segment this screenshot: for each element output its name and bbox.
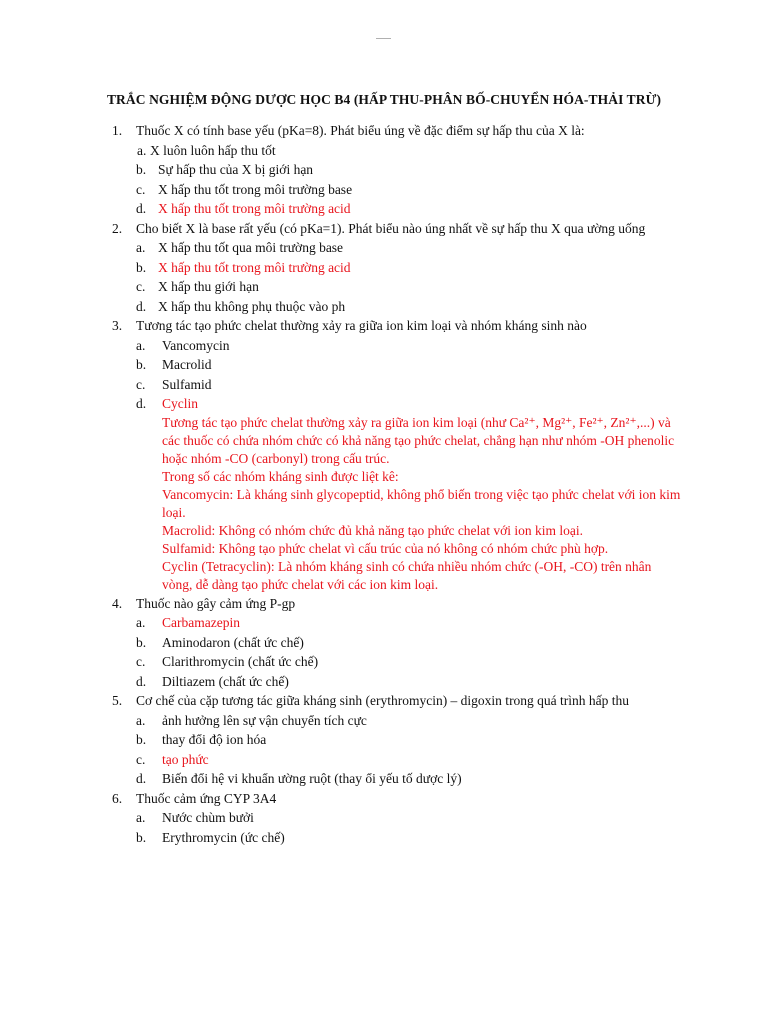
question-list [0,121,768,847]
explanation-paragraph: Tương tác tạo phức chelat thường xảy ra giữa ion kim loại (như Ca²⁺, Mg²⁺, Fe²⁺, Zn²⁺,...) và các thuốc có chứa nhóm chức có khả năng tạo phức chelat, chẳng hạn như nhóm -OH phenolic hoặc nhóm -CO (carbonyl) trong cấu trúc. [162,414,675,466]
option-letter: c. [136,376,146,392]
option-letter: b. [136,732,147,747]
option-letter: a. [136,712,146,728]
explanation-block [162,414,682,594]
option-text: Erythromycin (ức chế) [162,829,285,845]
option-letter: c. [136,181,146,197]
question-text: Tương tác tạo phức chelat thường xảy ra giữa ion kim loại và nhóm kháng sinh nào [136,318,587,333]
page-title: TRẮC NGHIỆM ĐỘNG DƯỢC HỌC B4 (HẤP THU-PHÂN BỐ-CHUYỂN HÓA-THẢI TRỪ) [106,92,662,107]
option-2d [0,297,768,317]
option-text: Macrolid [162,357,212,372]
option-letter: b. [136,162,147,177]
option-3d-answer [0,394,768,414]
option-text-answer: tạo phức [162,751,209,767]
option-text: Clarithromycin (chất ức chế) [162,654,319,669]
option-1c [0,180,768,200]
option-letter: a. [136,810,146,825]
option-text-answer: X hấp thu tốt trong môi trường acid [158,201,351,216]
header-divider [376,38,391,39]
question-text: Cho biết X là base rất yếu (có pKa=1). Phát biểu nào úng nhất về sự hấp thu X qua ường uống [136,220,646,236]
question-text: Thuốc cảm ứng CYP 3A4 [136,790,277,806]
explanation-paragraph: Vancomycin: Là kháng sinh glycopeptid, không phổ biến trong việc tạo phức chelat với ion kim loại. [162,486,681,520]
option-4c [0,652,768,672]
option-4b [0,633,768,653]
option-text: ảnh hưởng lên sự vận chuyển tích cực [162,712,367,728]
question-2 [0,219,768,239]
question-1 [0,121,768,141]
question-number: 6. [112,790,123,806]
question-text: Thuốc X có tính base yếu (pKa=8). Phát biểu úng về đặc điểm sự hấp thu của X là: [136,123,585,138]
option-text: X hấp thu tốt trong môi trường base [158,181,353,197]
option-text: X hấp thu tốt qua môi trường base [158,240,344,255]
option-text: Diltiazem (chất ức chế) [162,673,289,689]
question-text: Thuốc nào gây cảm ứng P-gp [136,595,296,611]
option-letter: d. [136,201,147,216]
question-number: 3. [112,318,123,333]
option-6a [0,808,768,828]
option-6b [0,828,768,848]
option-text: Sulfamid [162,376,212,392]
option-5b [0,730,768,750]
option-text: Sự hấp thu của X bị giới hạn [158,162,314,177]
option-2a [0,238,768,258]
option-4d [0,672,768,692]
option-text: X hấp thu không phụ thuộc vào ph [158,298,346,314]
option-letter: b. [136,357,147,372]
explanation-paragraph: Cyclin (Tetracyclin): Là nhóm kháng sinh có chứa nhiều nhóm chức (-OH, -CO) trên nhân vòng, dễ dàng tạo phức chelat với các ion kim loại. [162,558,652,592]
option-letter: d. [136,298,147,314]
option-letter: c. [136,654,146,669]
option-text-answer: Carbamazepin [162,615,240,630]
option-3c [0,375,768,395]
explanation-paragraph: Macrolid: Không có nhóm chức đủ khả năng tạo phức chelat với ion kim loại. [162,522,584,538]
option-3b [0,355,768,375]
option-1d-answer [0,199,768,219]
option-letter: a. [136,240,146,255]
question-6 [0,789,768,809]
option-5a [0,711,768,731]
option-letter: b. [136,259,147,275]
question-number: 1. [112,123,123,138]
option-letter: c. [136,279,146,294]
option-2b-answer [0,258,768,278]
option-text-answer: X hấp thu tốt trong môi trường acid [158,259,351,275]
option-text: Vancomycin [162,337,230,353]
question-number: 2. [112,220,123,236]
option-letter: d. [136,673,147,689]
option-2c [0,277,768,297]
question-3 [0,316,768,336]
question-number: 5. [112,693,123,708]
option-letter: a. [137,142,147,158]
option-text-answer: Cyclin [162,396,198,411]
option-1b [0,160,768,180]
option-text: Nước chùm bưởi [162,810,254,825]
option-letter: a. [136,337,146,353]
question-number: 4. [112,595,123,611]
option-5c-answer [0,750,768,770]
option-text: Aminodaron (chất ức chế) [162,634,304,650]
explanation-paragraph: Sulfamid: Không tạo phức chelat vì cấu trúc của nó không có nhóm chức phù hợp. [162,540,609,556]
option-text: thay đổi độ ion hóa [162,732,267,747]
option-text: X luôn luôn hấp thu tốt [150,142,276,158]
question-5 [0,691,768,711]
option-letter: b. [136,829,147,845]
option-4a-answer [0,613,768,633]
option-letter: d. [136,396,147,411]
question-4 [0,594,768,614]
option-text: X hấp thu giới hạn [158,279,259,294]
option-3a [0,336,768,356]
option-text: Biến đổi hệ vi khuẩn ường ruột (thay ổi yếu tố dược lý) [162,771,462,786]
option-letter: b. [136,634,147,650]
explanation-paragraph: Trong số các nhóm kháng sinh được liệt kê: [162,468,399,484]
option-5d [0,769,768,789]
option-1a [0,141,768,161]
question-text: Cơ chế của cặp tương tác giữa kháng sinh (erythromycin) – digoxin trong quá trình hấp thu [136,693,630,708]
option-letter: d. [136,771,147,786]
option-letter: c. [136,751,146,767]
option-letter: a. [136,615,146,630]
